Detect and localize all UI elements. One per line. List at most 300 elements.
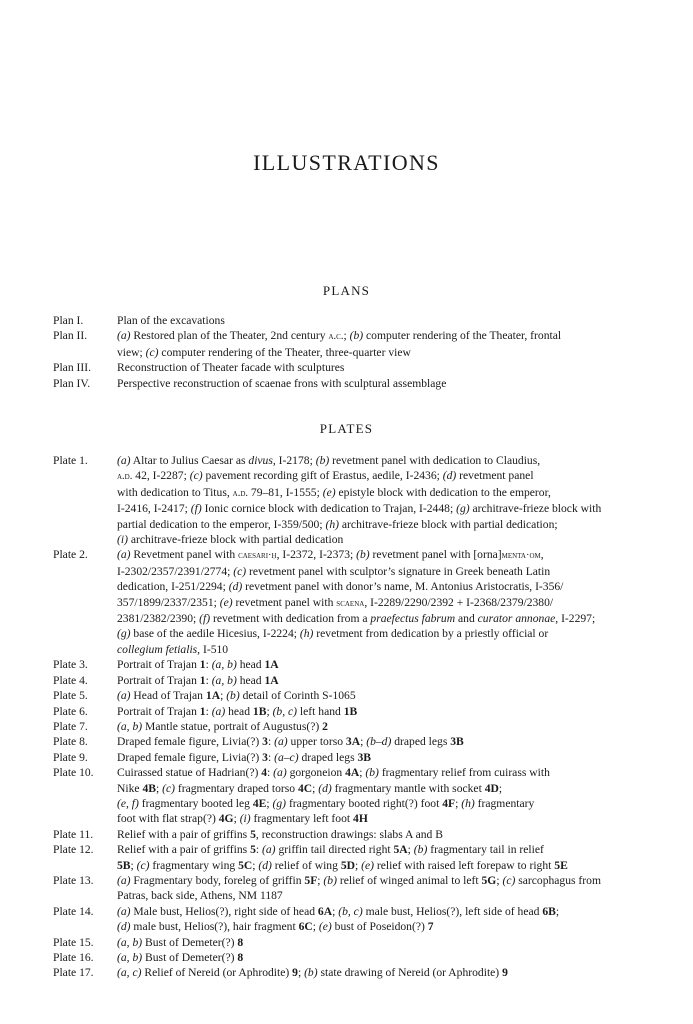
text-run: (b) xyxy=(349,329,364,343)
entry-label: Plate 8. xyxy=(53,735,88,749)
entry-label: Plate 4. xyxy=(53,673,88,687)
text-run: (h) xyxy=(299,627,314,641)
text-run: revetment panel with [orna] xyxy=(369,548,502,562)
text-run: divus, xyxy=(248,454,276,467)
text-run: Head of Trajan xyxy=(130,689,206,703)
text-run: fragmentary left foot xyxy=(250,812,354,826)
text-run: partial dedication to the emperor, I-359/500; xyxy=(117,517,326,531)
text-run: (a, b) xyxy=(211,658,237,672)
entry-line xyxy=(117,642,653,657)
text-run: architrave-frieze block with partial dedication; xyxy=(339,517,558,531)
text-run: 42, I-2287; xyxy=(132,469,190,483)
text-run: (a) xyxy=(274,735,288,749)
text-run: 4C xyxy=(297,781,313,795)
entry-line xyxy=(117,827,653,842)
text-run: (a–c) xyxy=(274,750,299,764)
text-run: (e) xyxy=(361,858,374,872)
text-run: Cuirassed statue of Hadrian(?) xyxy=(117,766,262,780)
entry-label: Plan II. xyxy=(53,329,88,343)
text-run: I-2297; xyxy=(558,612,596,626)
text-run: upper torso xyxy=(287,735,346,749)
text-run: a.d. xyxy=(232,487,249,499)
text-run: gorgoneion xyxy=(286,766,346,780)
text-run: 79–81, I-1555; xyxy=(248,485,323,499)
entry-label: Plate 11. xyxy=(53,827,94,841)
text-run: (a, b) xyxy=(211,673,237,687)
list-item xyxy=(53,313,653,328)
text-run: (f) xyxy=(199,612,211,626)
entry-line xyxy=(117,965,653,980)
text-run: 1A xyxy=(264,673,279,687)
text-run: with dedication to Titus, xyxy=(117,485,233,499)
text-run: (d) xyxy=(258,858,272,872)
text-run: (g) xyxy=(117,627,131,641)
text-run: (d) xyxy=(117,920,131,934)
text-run: (c) xyxy=(136,858,150,872)
text-run: 7 xyxy=(427,920,434,934)
text-run: (c) xyxy=(502,873,516,887)
text-run: Plan of the excavations xyxy=(117,314,225,327)
text-run: 5C xyxy=(238,858,253,872)
text-run: (h) xyxy=(325,517,340,531)
text-run: caesari·ḥ xyxy=(238,550,277,562)
text-run: relief with raised left forepaw to right xyxy=(373,858,555,872)
list-item xyxy=(53,873,653,904)
text-run: (d) xyxy=(228,580,243,594)
text-run: menta·om xyxy=(501,550,541,562)
text-run: (a, b) xyxy=(117,719,143,733)
text-run: ; xyxy=(297,966,305,980)
text-run: , I-2289/2290/2392 + I-2368/2379/2380/ xyxy=(364,595,554,609)
text-run: head xyxy=(236,673,265,687)
text-run: 1 xyxy=(199,673,206,687)
plates-heading: PLATES xyxy=(319,421,374,436)
entry-text xyxy=(117,904,653,935)
text-run: 1A xyxy=(264,658,279,672)
text-run: Mantle statue, portrait of Augustus(?) xyxy=(142,719,323,733)
text-run: draped legs xyxy=(298,750,358,764)
text-run: ; xyxy=(407,843,414,857)
entry-line xyxy=(117,873,653,888)
entry-label: Plate 6. xyxy=(53,704,88,718)
text-run: fragmentary draped torso xyxy=(174,781,298,795)
text-run: revetment with dedication from a xyxy=(210,612,371,626)
entry-line xyxy=(117,360,653,375)
list-item xyxy=(53,719,653,734)
text-run: , reconstruction drawings: slabs A and B xyxy=(255,827,443,841)
text-run: ; xyxy=(266,704,273,718)
text-run: curator annonae, xyxy=(477,612,559,626)
text-run: (e) xyxy=(219,595,233,609)
entry-line xyxy=(117,904,653,919)
text-run: epistyle block with dedication to the emperor, xyxy=(335,485,551,499)
text-run: (b) xyxy=(304,966,318,980)
entry-label: Plate 12. xyxy=(53,843,94,857)
list-item xyxy=(53,827,653,842)
list-item xyxy=(53,453,653,547)
entry-line xyxy=(117,858,653,873)
entry-line xyxy=(117,673,653,688)
text-run: Altar to Julius Caesar as xyxy=(130,454,249,467)
text-run: (a) xyxy=(211,704,226,718)
text-run: (d) xyxy=(442,469,457,483)
text-run: ; xyxy=(498,781,503,795)
text-run: ; xyxy=(359,766,366,780)
text-run: (b, c) xyxy=(338,904,363,918)
text-run: Relief with a pair of griffins xyxy=(117,827,251,841)
text-run: ; xyxy=(317,873,324,887)
text-run: fragmentary tail in relief xyxy=(427,843,544,857)
text-run: (c) xyxy=(145,345,159,359)
text-run: , I-2372, I-2373; xyxy=(276,548,357,562)
list-item xyxy=(53,965,653,980)
text-run: head xyxy=(236,658,265,672)
entry-line xyxy=(117,328,653,344)
entry-line xyxy=(117,579,653,594)
text-run: 8 xyxy=(237,951,244,964)
text-run: a.c. xyxy=(328,331,344,343)
text-run: (b) xyxy=(356,548,370,562)
list-item xyxy=(53,704,653,719)
plans-heading: PLANS xyxy=(322,283,371,298)
text-run: 4E xyxy=(252,796,267,810)
entry-label: Plan I. xyxy=(53,314,84,327)
entry-text xyxy=(117,453,653,547)
entry-line xyxy=(117,919,653,934)
text-run: 3 xyxy=(262,735,268,749)
entry-line xyxy=(117,950,653,965)
text-run: 3B xyxy=(357,750,372,764)
text-run: 4F xyxy=(442,796,456,810)
text-run: (i) xyxy=(117,533,128,547)
text-run: revetment panel with sculptor’s signature in Greek beneath Latin xyxy=(246,564,551,578)
text-run: (a, b) xyxy=(117,951,143,964)
entry-text xyxy=(117,673,653,688)
text-run: 1 xyxy=(199,658,206,672)
text-run: scaena xyxy=(336,597,365,609)
entry-line xyxy=(117,842,653,857)
entry-text xyxy=(117,688,653,703)
entry-text xyxy=(117,547,653,657)
text-run: left hand xyxy=(297,704,344,718)
text-run: 5 xyxy=(250,843,256,857)
text-run: male bust, Helios(?), left side of head xyxy=(362,904,543,918)
list-item xyxy=(53,950,653,965)
text-run: 1B xyxy=(343,704,358,718)
text-run: 4D xyxy=(484,781,499,795)
text-run: 5F xyxy=(304,873,318,887)
text-run: ; xyxy=(252,858,259,872)
text-run: 9 xyxy=(502,966,508,980)
text-run: : xyxy=(205,658,212,672)
text-run: 4G xyxy=(218,812,234,826)
text-run: (b, c) xyxy=(272,704,298,718)
text-run: revetment panel with dedication to Claudius, xyxy=(329,454,541,467)
entry-line xyxy=(117,688,653,703)
text-run: fragmentary relief from cuirass with xyxy=(378,766,550,780)
entry-label: Plate 14. xyxy=(53,904,94,918)
text-run: ; xyxy=(312,781,319,795)
entry-text xyxy=(117,965,653,980)
entry-label: Plan IV. xyxy=(53,376,91,390)
text-run: 5A xyxy=(393,843,408,857)
text-run: ; xyxy=(555,904,560,918)
text-run: male bust, Helios(?), hair fragment xyxy=(130,920,299,934)
list-item xyxy=(53,376,653,391)
text-run: Revetment panel with xyxy=(130,548,239,562)
text-run: praefectus fabrum xyxy=(370,612,456,626)
text-run: 4B xyxy=(142,781,156,795)
entry-text xyxy=(117,328,653,360)
entry-line xyxy=(117,888,653,903)
text-run: (a, b) xyxy=(117,935,143,949)
text-run: Relief of Nereid (or Aphrodite) xyxy=(141,966,293,980)
entry-label: Plate 1. xyxy=(53,454,88,467)
page-title: ILLUSTRATIONS xyxy=(253,150,440,175)
text-run: (b–d) xyxy=(366,735,392,749)
text-run: ; xyxy=(266,796,273,810)
entry-text xyxy=(117,935,653,950)
entry-text xyxy=(117,873,653,904)
text-run: ; xyxy=(343,329,350,343)
entry-label: Plate 15. xyxy=(53,935,94,949)
text-run: I-510 xyxy=(200,642,229,656)
text-run: Reconstruction of Theater facade with sculptures xyxy=(117,361,345,375)
text-run: (a) xyxy=(117,904,131,918)
text-run: (e, f) xyxy=(117,796,139,810)
list-item xyxy=(53,904,653,935)
text-run: 8 xyxy=(237,935,244,949)
text-run: Draped female figure, Livia(?) xyxy=(117,750,263,764)
text-run: , xyxy=(540,548,544,562)
text-run: head xyxy=(225,704,253,718)
text-run: relief of wing xyxy=(271,858,341,872)
list-item xyxy=(53,673,653,688)
text-run: (a) xyxy=(117,454,131,467)
entry-line xyxy=(117,626,653,641)
text-run: Portrait of Trajan xyxy=(117,673,200,687)
entry-line xyxy=(117,611,653,626)
entry-line xyxy=(117,750,653,765)
text-run: 3A xyxy=(345,735,361,749)
entry-line xyxy=(117,935,653,950)
text-run: : xyxy=(255,843,263,857)
text-run: Bust of Demeter(?) xyxy=(142,935,238,949)
text-run: Patras, back side, Athens, NM 1187 xyxy=(117,889,283,903)
entry-line xyxy=(117,501,653,516)
text-run: revetment from dedication by a priestly official or xyxy=(313,627,549,641)
text-run: fragmentary booted right(?) foot xyxy=(286,796,443,810)
text-run: (a, c) xyxy=(117,966,142,980)
entry-text xyxy=(117,750,653,765)
text-run: 1A xyxy=(205,689,221,703)
entry-label: Plate 7. xyxy=(53,719,88,733)
text-run: 5B xyxy=(117,858,131,872)
text-run: detail of Corinth S-1065 xyxy=(239,689,356,703)
text-run: computer rendering of the Theater, frontal xyxy=(363,329,562,343)
text-run: 4H xyxy=(353,812,368,826)
entry-line xyxy=(117,811,653,826)
entry-label: Plate 3. xyxy=(53,658,88,672)
text-run: (b) xyxy=(226,689,240,703)
text-run: (e) xyxy=(322,485,336,499)
text-run: fragmentary mantle with socket xyxy=(331,781,485,795)
text-run: 4 xyxy=(261,766,268,780)
entry-line xyxy=(117,564,653,579)
text-run: (c) xyxy=(162,781,175,795)
entry-text xyxy=(117,765,653,827)
text-run: 2381/2382/2390; xyxy=(117,612,200,626)
text-run: 2 xyxy=(322,719,328,733)
entry-line xyxy=(117,765,653,780)
text-run: fragmentary wing xyxy=(149,858,239,872)
text-run: (c) xyxy=(233,564,247,578)
entry-line xyxy=(117,313,653,328)
text-run: ; xyxy=(312,920,319,934)
text-run: (b) xyxy=(365,766,379,780)
text-run: (a) xyxy=(117,873,131,887)
text-run: 5 xyxy=(250,827,256,841)
text-run: (e) xyxy=(318,920,332,934)
text-run: sarcophagus from xyxy=(515,873,601,887)
entry-line xyxy=(117,719,653,734)
text-run: 6C xyxy=(298,920,313,934)
text-run: Portrait of Trajan xyxy=(117,658,200,672)
text-run: fragmentary booted leg xyxy=(138,796,253,810)
text-run: (d) xyxy=(318,781,332,795)
entry-text xyxy=(117,704,653,719)
text-run: 3 xyxy=(262,750,268,764)
text-run: 1 xyxy=(199,704,206,718)
entry-line xyxy=(117,704,653,719)
text-run: revetment panel xyxy=(456,469,534,483)
text-run: state drawing of Nereid (or Aphrodite) xyxy=(317,966,503,980)
text-run: revetment panel with xyxy=(232,595,337,609)
entry-line xyxy=(117,376,653,391)
text-run: relief of winged animal to left xyxy=(336,873,482,887)
entry-text xyxy=(117,313,653,328)
text-run: a.d. xyxy=(117,471,133,483)
entry-text xyxy=(117,827,653,842)
text-run: base of the aedile Hicesius, I-2224; xyxy=(130,627,300,641)
entry-text xyxy=(117,657,653,672)
entry-text xyxy=(117,719,653,734)
entry-text xyxy=(117,360,653,375)
text-run: draped legs xyxy=(391,735,451,749)
entry-line xyxy=(117,796,653,811)
text-run: Draped female figure, Livia(?) xyxy=(117,735,263,749)
text-run: Restored plan of the Theater, 2nd century xyxy=(130,329,329,343)
text-run: ; xyxy=(233,812,240,826)
entry-text xyxy=(117,376,653,391)
entry-line xyxy=(117,734,653,749)
text-run: Nike xyxy=(117,781,143,795)
text-run: bust of Poseidon(?) xyxy=(331,920,428,934)
text-run: (b) xyxy=(323,873,337,887)
text-run: pavement recording gift of Erastus, aedile, I-2436; xyxy=(202,469,443,483)
entry-line xyxy=(117,485,653,501)
entry-label: Plate 17. xyxy=(53,966,94,980)
text-run: (c) xyxy=(189,469,203,483)
text-run: (g) xyxy=(456,502,470,516)
list-item xyxy=(53,328,653,360)
text-run: Male bust, Helios(?), right side of head xyxy=(130,904,318,918)
text-run: 3B xyxy=(450,735,464,749)
text-run: 1B xyxy=(252,704,267,718)
entry-line xyxy=(117,547,653,563)
entry-line xyxy=(117,657,653,672)
entry-label: Plate 2. xyxy=(53,548,88,562)
text-run: 4A xyxy=(345,766,360,780)
list-item xyxy=(53,750,653,765)
text-run: (a) xyxy=(262,843,276,857)
list-item xyxy=(53,657,653,672)
text-run: fragmentary xyxy=(474,796,535,810)
text-run: (h) xyxy=(461,796,475,810)
list-item xyxy=(53,734,653,749)
text-run: (f) xyxy=(190,502,202,516)
entry-line xyxy=(117,781,653,796)
text-run: Fragmentary body, foreleg of griffin xyxy=(130,873,305,887)
text-run: 5E xyxy=(554,858,568,872)
text-run: griffin tail directed right xyxy=(275,843,394,857)
entry-line xyxy=(117,532,653,547)
text-run: (g) xyxy=(272,796,287,810)
text-run: ; xyxy=(354,858,362,872)
entry-label: Plate 13. xyxy=(53,873,94,887)
entry-text xyxy=(117,842,653,873)
text-run: I-2302/2357/2391/2774; xyxy=(117,564,234,578)
text-run: foot with flat strap(?) xyxy=(117,812,219,826)
text-run: and xyxy=(455,612,478,626)
entry-line xyxy=(117,517,653,532)
text-run: dedication, I-251/2294; xyxy=(117,580,229,594)
text-run: : xyxy=(205,704,212,718)
entry-text xyxy=(117,734,653,749)
text-run: collegium fetialis, xyxy=(117,642,201,656)
plans-list xyxy=(53,313,653,391)
text-run: 6A xyxy=(317,904,333,918)
text-run: : xyxy=(267,735,275,749)
entry-label: Plate 9. xyxy=(53,750,88,764)
text-run: (i) xyxy=(239,812,251,826)
text-run: (a) xyxy=(117,548,131,562)
entry-label: Plate 10. xyxy=(53,766,94,780)
text-run: 5D xyxy=(340,858,355,872)
entry-text xyxy=(117,950,653,965)
text-run: ; xyxy=(130,858,137,872)
text-run: Perspective reconstruction of scaenae frons with sculptural assemblage xyxy=(117,376,447,390)
text-run: 357/1899/2337/2351; xyxy=(117,595,220,609)
text-run: computer rendering of the Theater, three-quarter view xyxy=(158,345,411,359)
text-run: : xyxy=(267,766,274,780)
text-run: Ionic cornice block with dedication to Trajan, I-2448; xyxy=(201,502,457,516)
text-run: ; xyxy=(360,735,367,749)
entry-line xyxy=(117,468,653,484)
text-run: (a) xyxy=(117,329,131,343)
list-item xyxy=(53,688,653,703)
entry-label: Plate 5. xyxy=(53,689,88,703)
text-run: Relief with a pair of griffins xyxy=(117,843,251,857)
text-run: ; xyxy=(332,904,339,918)
text-run: 6B xyxy=(542,904,556,918)
list-item xyxy=(53,842,653,873)
list-item xyxy=(53,765,653,827)
text-run: Bust of Demeter(?) xyxy=(142,951,238,964)
entry-label: Plan III. xyxy=(53,361,91,375)
text-run: 9 xyxy=(292,966,298,980)
text-run: ; xyxy=(220,689,227,703)
